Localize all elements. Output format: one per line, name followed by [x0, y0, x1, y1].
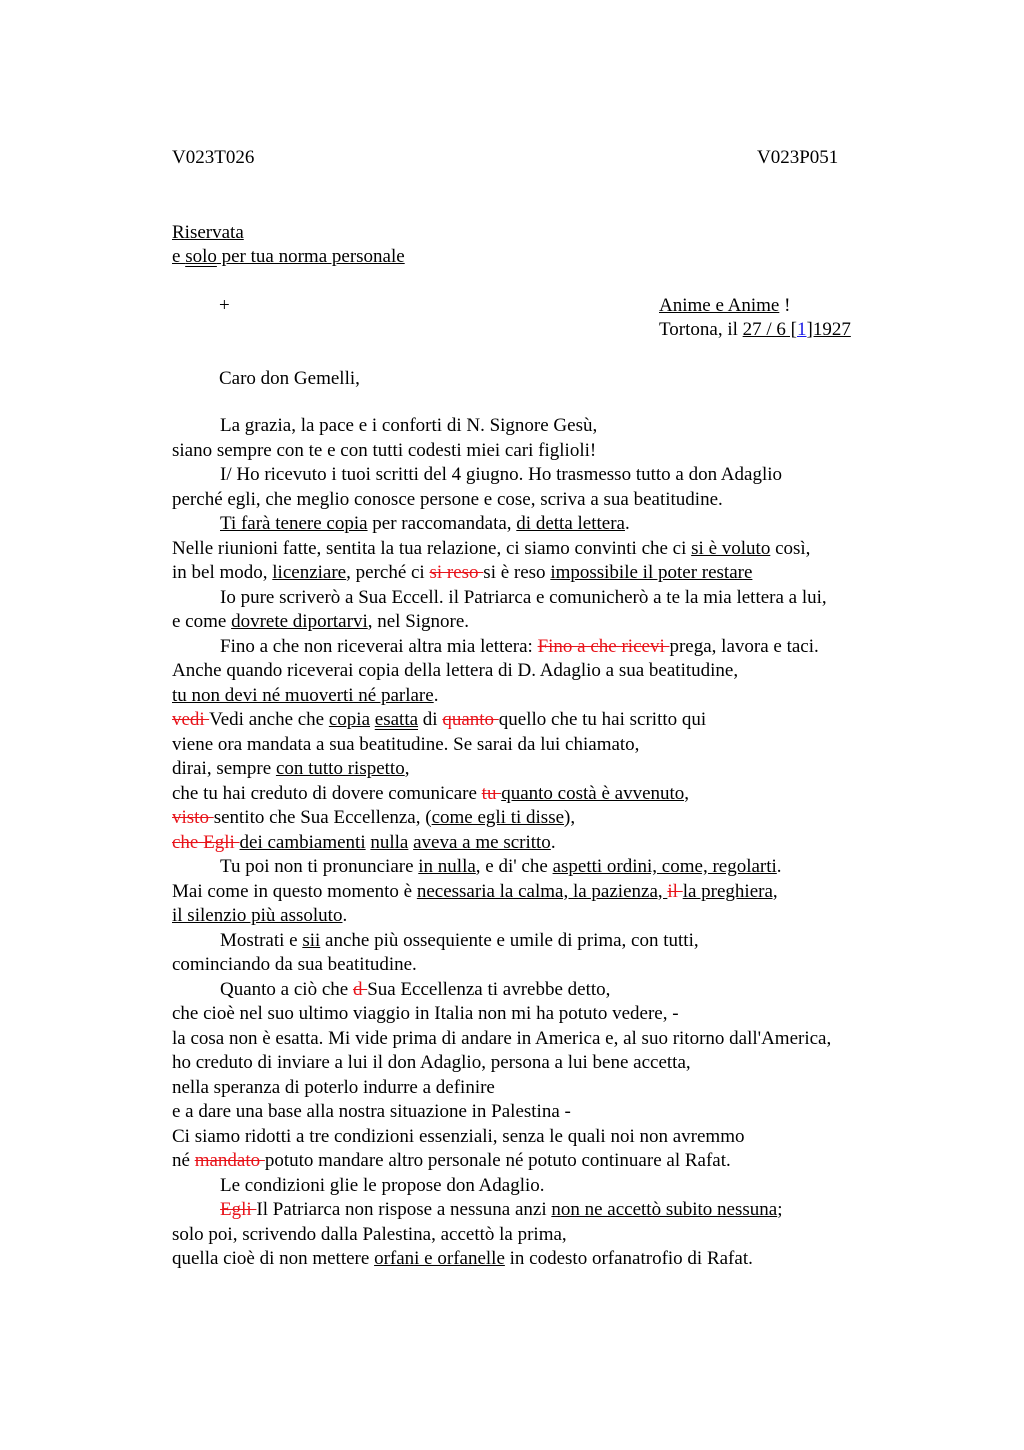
underlined-text: esatta [374, 709, 419, 730]
underlined-text: impossibile il poter restare [550, 562, 753, 583]
underlined-text: aveva a me scritto [413, 831, 551, 853]
text-segment: Ci siamo ridotti a tre condizioni essenziali, senza le quali noi non avremmo [172, 1125, 745, 1147]
underlined-text: in nulla [418, 856, 476, 877]
text-segment: Fino a che non riceverai altra mia lettera: [220, 635, 538, 657]
underlined-text: sii [302, 929, 321, 951]
text-segment: ; [777, 1199, 783, 1220]
text-segment: Mostrati e [220, 929, 303, 951]
text-segment: né [172, 1150, 195, 1171]
salutation: Caro don Gemelli, [219, 368, 360, 389]
text-segment: ), [564, 807, 576, 828]
letter-line [172, 953, 992, 978]
letter-line [172, 1247, 992, 1272]
place-date: Tortona, il 27 / 6 [1]1927 [659, 319, 851, 340]
text-segment: viene ora mandata a sua beatitudine. Se sarai da lui chiamato, [172, 733, 640, 755]
text-segment: . [433, 684, 439, 706]
text-segment: Tu poi non ti pronunciare [220, 856, 419, 877]
text-segment: Nelle riunioni fatte, sentita la tua relazione, ci siamo convinti che ci [172, 537, 692, 559]
text-segment: quella cioè di non mettere [172, 1248, 375, 1269]
text-segment: ho creduto di inviare a lui il don Adaglio, persona a lui bene accetta, [172, 1052, 691, 1073]
text-segment: si è reso [483, 562, 551, 583]
text-segment: per raccomandata, [367, 513, 517, 534]
letter-line [172, 831, 992, 856]
motto: Anime e Anime ! [659, 295, 791, 316]
letter-line [172, 929, 992, 954]
text-segment: nella speranza di poterlo indurre a definire [172, 1076, 495, 1098]
text-segment: Io pure scriverò a Sua Eccell. il Patriarca e comunicherò a te la mia lettera a lui, [220, 586, 827, 608]
footnote-link[interactable]: 1 [797, 319, 807, 340]
underlined-text: di detta lettera [516, 513, 625, 534]
text-segment: La grazia, la pace e i conforti di N. Signore Gesù, [220, 415, 598, 436]
text-segment: Anche quando riceverai copia della lettera di D. Adaglio a sua beatitudine, [172, 660, 739, 681]
underlined-text: necessaria la calma, la pazienza, [416, 880, 668, 902]
letter-line [172, 1100, 992, 1125]
deleted-text: che Egli [172, 831, 240, 853]
underlined-text: come egli ti disse [431, 807, 565, 828]
text-segment: I/ Ho ricevuto i tuoi scritti del 4 giugno. Ho trasmesso tutto a don Adaglio [220, 464, 783, 485]
underlined-text: il silenzio più assoluto [172, 905, 343, 926]
underlined-text: dovrete diportarvi [231, 611, 368, 632]
text-segment: di [418, 709, 443, 730]
deleted-text: quanto [442, 709, 499, 730]
letter-line [172, 1198, 992, 1223]
text-segment: cominciando da sua beatitudine. [172, 954, 417, 975]
deleted-text: tu [481, 782, 502, 804]
text-segment: Sua Eccellenza ti avrebbe detto, [367, 978, 611, 1000]
text-segment: prega, lavora e taci. [669, 635, 819, 657]
text-segment: Vedi anche che [209, 709, 329, 730]
text-segment: . [550, 831, 556, 853]
letter-line [172, 904, 992, 929]
text-segment: , nel Signore. [367, 611, 470, 632]
underlined-text: non ne accettò subito nessuna [551, 1199, 778, 1220]
text-segment: , [404, 758, 410, 779]
letter-line [172, 1125, 992, 1150]
deleted-text: visto [172, 807, 214, 828]
reserved-note [172, 221, 405, 269]
deleted-text: d [352, 978, 368, 1000]
letter-line [172, 537, 992, 562]
text-segment: siano sempre con te e con tutti codesti miei cari figlioli! [172, 439, 597, 461]
deleted-text: mandato [194, 1150, 265, 1171]
letter-line [172, 1174, 992, 1199]
underlined-text: con tutto rispetto [275, 758, 405, 779]
deleted-text: si reso [429, 562, 484, 583]
letter-line [172, 1002, 992, 1027]
text-segment: Il Patriarca non rispose a nessuna anzi [256, 1199, 552, 1220]
underlined-text: nulla [370, 831, 409, 853]
underlined-text: copia [328, 709, 371, 730]
underlined-text: Ti farà tenere copia [220, 513, 368, 534]
underlined-text: si è voluto [691, 537, 771, 559]
reserved-line-1: Riservata [172, 222, 244, 243]
deleted-text: Egli [220, 1199, 257, 1220]
deleted-text: il [667, 880, 683, 902]
underlined-text: tu non devi né muoverti né parlare [172, 684, 434, 706]
letter-line [172, 782, 992, 807]
deleted-text: Fino a che ricevi [537, 635, 670, 657]
letter-line [172, 659, 992, 684]
underlined-text: quanto costà è avvenuto, [501, 782, 690, 804]
text-segment: Le condizioni glie le propose don Adaglio. [220, 1174, 545, 1196]
underlined-text: orfani e orfanelle [374, 1248, 505, 1269]
text-segment: così, [770, 537, 811, 559]
text-segment: . [624, 513, 630, 534]
underlined-text: licenziare [272, 562, 347, 583]
text-segment: quello che tu hai scritto qui [498, 709, 707, 730]
text-segment: e come [172, 611, 232, 632]
text-segment: Mai come in questo momento è [172, 880, 417, 902]
text-segment: potuto mandare altro personale né potuto continuare al Rafat. [264, 1150, 731, 1171]
letter-body [172, 414, 992, 1272]
letter-line [172, 463, 992, 488]
letter-line [172, 757, 992, 782]
underlined-text: la preghiera, [682, 880, 778, 902]
text-segment: Quanto a ciò che [220, 978, 353, 1000]
letter-line [172, 978, 992, 1003]
text-segment: perché egli, che meglio conosce persone e cose, scriva a sua beatitudine. [172, 488, 723, 510]
letter-line [172, 488, 992, 513]
letter-line [172, 1149, 992, 1174]
letter-line [172, 610, 992, 635]
letter-line [172, 414, 992, 439]
cross-mark: + [219, 295, 230, 316]
text-segment: che tu hai creduto di dovere comunicare [172, 782, 482, 804]
text-segment: in codesto orfanatrofio di Rafat. [504, 1248, 753, 1269]
archive-code-left: V023T026 [172, 147, 255, 168]
text-segment: , perché ci [346, 562, 430, 583]
text-segment: . [776, 856, 782, 877]
letter-line [172, 586, 992, 611]
letter-line [172, 880, 992, 905]
text-segment: . [342, 905, 348, 926]
reserved-line-2: e solo per tua norma personale [172, 246, 405, 267]
archive-code-right: V023P051 [757, 147, 839, 168]
text-segment: sentito che Sua Eccellenza, ( [213, 807, 432, 828]
letter-line [172, 708, 992, 733]
underlined-text: aspetti ordini, come, regolarti [552, 856, 777, 877]
letter-line [172, 512, 992, 537]
text-segment: dirai, sempre [172, 758, 276, 779]
letter-line [172, 1051, 992, 1076]
letter-line [172, 1223, 992, 1248]
text-segment: che cioè nel suo ultimo viaggio in Italia non mi ha potuto vedere, - [172, 1003, 679, 1024]
letter-line [172, 1027, 992, 1052]
letter-line [172, 1076, 992, 1101]
text-segment: la cosa non è esatta. Mi vide prima di andare in America e, al suo ritorno dall'America, [172, 1027, 832, 1049]
letter-line [172, 684, 992, 709]
text-segment: in bel modo, [172, 562, 273, 583]
letter-line [172, 855, 992, 880]
text-segment: solo poi, scrivendo dalla Palestina, accettò la prima, [172, 1223, 567, 1245]
text-segment: e a dare una base alla nostra situazione in Palestina - [172, 1101, 571, 1122]
letter-line [172, 635, 992, 660]
letter-line [172, 561, 992, 586]
deleted-text: vedi [172, 709, 210, 730]
text-segment: , e di' che [475, 856, 553, 877]
underlined-text: dei cambiamenti [239, 831, 366, 853]
text-segment: anche più ossequiente e umile di prima, con tutti, [320, 929, 699, 951]
letter-line [172, 733, 992, 758]
letter-line [172, 439, 992, 464]
letter-line [172, 806, 992, 831]
